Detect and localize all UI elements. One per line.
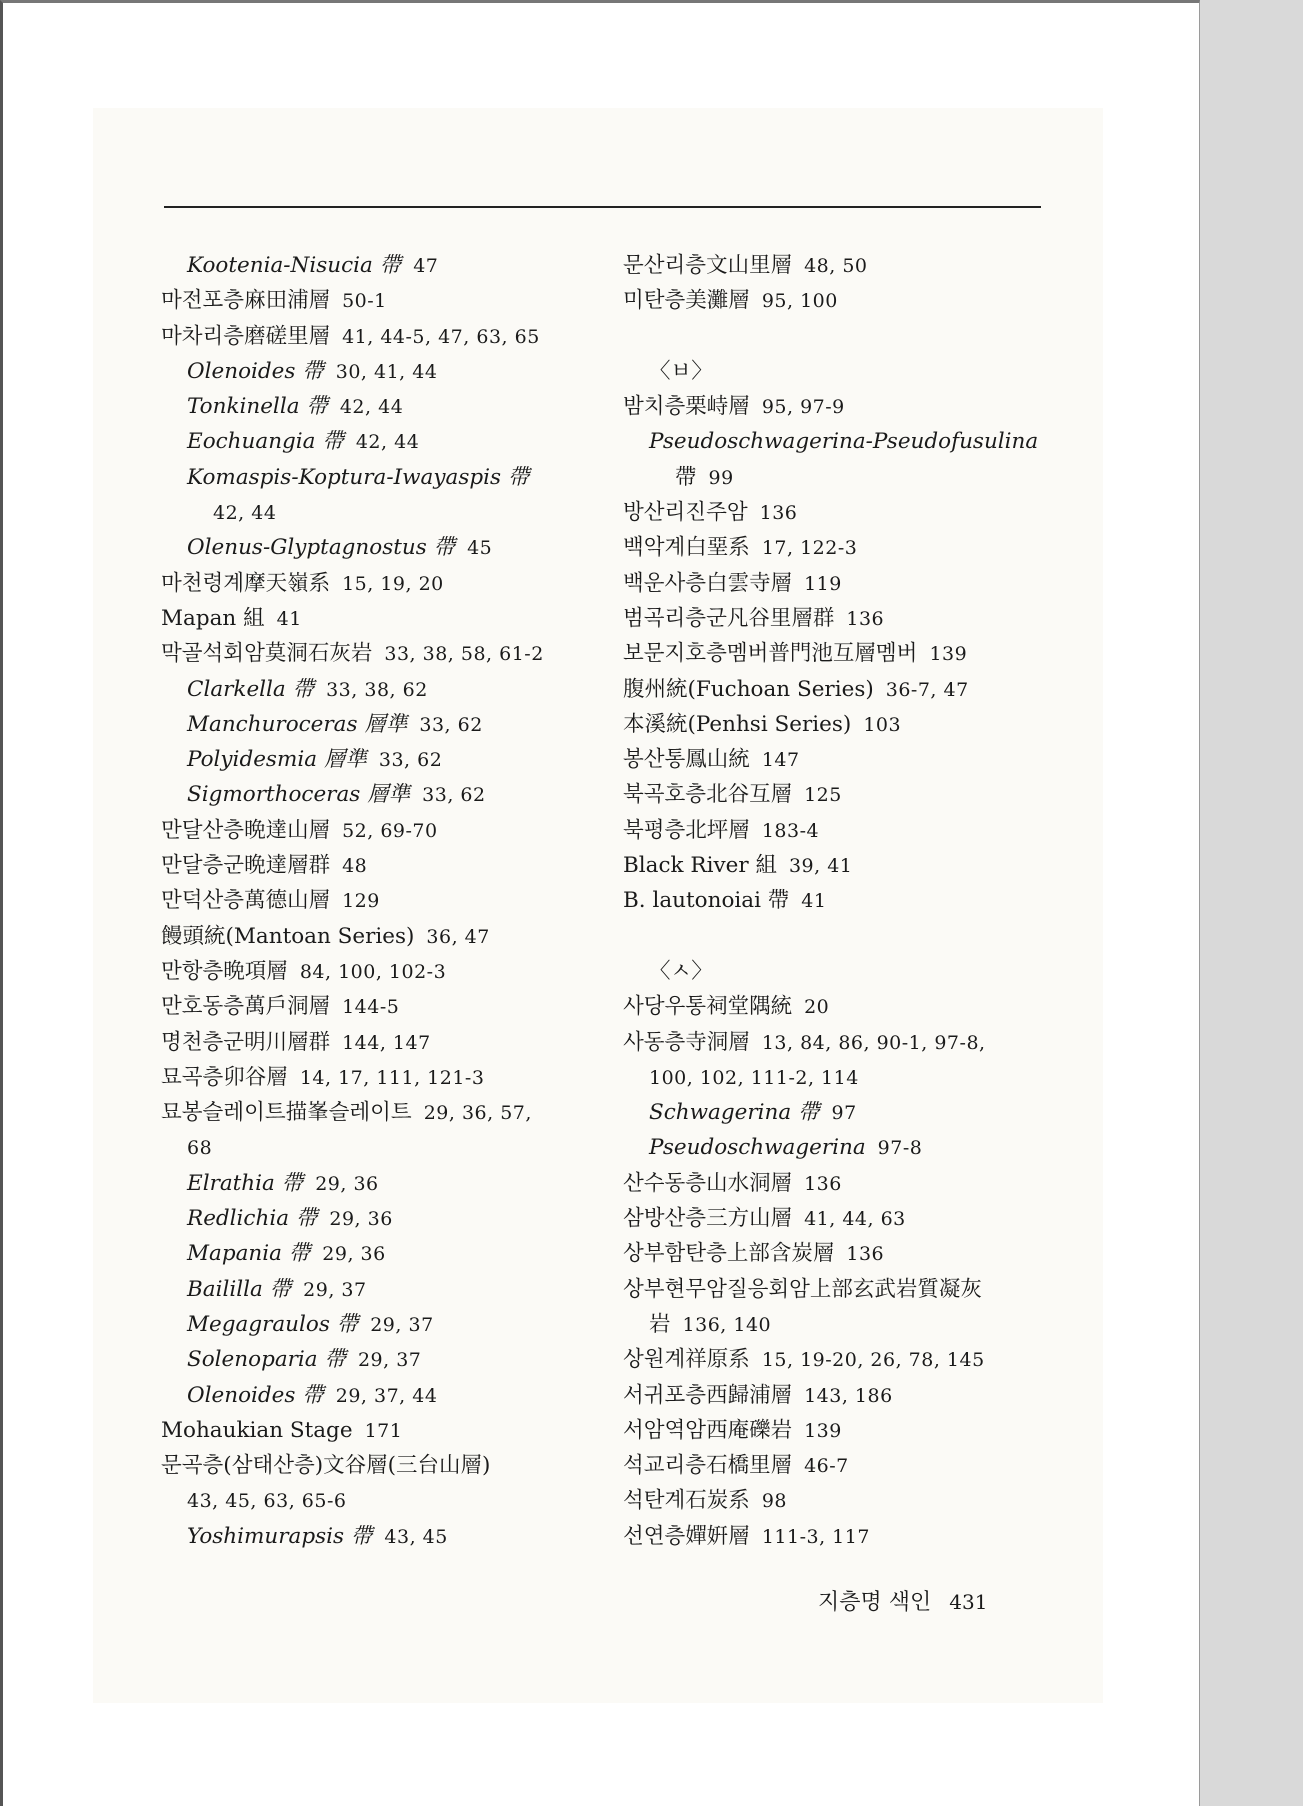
entry-pages: 29, 36 xyxy=(329,1208,393,1231)
index-entry xyxy=(623,1307,1053,1342)
entry-pages: 17, 122-3 xyxy=(761,537,858,560)
entry-term: 막골석회암莫洞石灰岩 xyxy=(161,641,373,667)
entry-pages: 171 xyxy=(364,1419,403,1442)
index-entry xyxy=(623,777,1053,812)
entry-term: Pseudoschwagerina xyxy=(649,1135,866,1161)
entry-term: 만항층晩項層 xyxy=(161,958,288,984)
entry-pages: 33, 62 xyxy=(419,713,483,736)
entry-term: Redlichia 帶 xyxy=(187,1206,318,1232)
entry-term: 本溪統(Penhsi Series) xyxy=(623,711,852,737)
entry-term: 岩 xyxy=(649,1311,671,1337)
entry-pages: 43, 45 xyxy=(384,1525,448,1548)
entry-pages: 136 xyxy=(759,502,798,525)
entry-term: Black River 組 xyxy=(623,853,777,879)
header-rule xyxy=(164,206,1041,208)
entry-pages: 97 xyxy=(831,1102,857,1125)
entry-term: Yoshimurapsis 帶 xyxy=(187,1523,373,1549)
index-entry xyxy=(623,283,1053,318)
entry-pages: 95, 100 xyxy=(761,290,838,313)
entry-term: Mapan 組 xyxy=(161,605,265,631)
entry-pages: 29, 36 xyxy=(322,1243,386,1266)
index-entry xyxy=(623,566,1053,601)
entry-term: 북곡호층北谷互層 xyxy=(623,782,793,808)
index-entry xyxy=(623,742,1053,777)
entry-term: 방산리진주암 xyxy=(623,500,748,526)
index-entry xyxy=(161,672,581,707)
entry-pages: 99 xyxy=(708,466,734,489)
section-gap xyxy=(623,919,1053,954)
entry-pages: 139 xyxy=(929,643,968,666)
index-entry xyxy=(161,354,581,389)
entry-pages: 13, 84, 86, 90-1, 97-8, xyxy=(761,1031,986,1054)
entry-pages: 98 xyxy=(761,1490,787,1513)
entry-term: Megagraulos 帶 xyxy=(187,1311,359,1337)
entry-term: 봉산통鳳山統 xyxy=(623,747,750,773)
index-entry xyxy=(161,460,581,495)
entry-term: 미탄층美灘層 xyxy=(623,288,750,314)
entry-term: 상원계祥原系 xyxy=(623,1347,750,1373)
index-entry xyxy=(623,1060,1053,1095)
entry-term: 산수동층山水洞層 xyxy=(623,1170,793,1196)
entry-term: Tonkinella 帶 xyxy=(187,394,328,420)
entry-pages: 29, 36, 57, xyxy=(423,1102,532,1125)
index-entry xyxy=(623,1378,1053,1413)
footer-label: 지층명 색인 xyxy=(818,1590,932,1615)
entry-pages: 183-4 xyxy=(761,819,820,842)
index-column-left xyxy=(161,248,581,1554)
index-entry xyxy=(161,1060,581,1095)
entry-term: 서귀포층西歸浦層 xyxy=(623,1382,793,1408)
entry-term: 명천층군明川層群 xyxy=(161,1029,331,1055)
entry-pages: 43, 45, 63, 65-6 xyxy=(187,1490,347,1513)
entry-term: 석교리층石橋里層 xyxy=(623,1453,793,1479)
index-entry xyxy=(161,813,581,848)
entry-term: 만호동층萬戶洞層 xyxy=(161,994,331,1020)
index-entry xyxy=(161,1236,581,1271)
entry-pages: 103 xyxy=(863,713,902,736)
entry-pages: 36, 47 xyxy=(426,925,490,948)
page-footer xyxy=(818,1585,987,1616)
index-entry xyxy=(623,707,1053,742)
entry-pages: 129 xyxy=(342,890,380,913)
entry-term: Sigmorthoceras 層準 xyxy=(187,782,411,808)
entry-pages: 52, 69-70 xyxy=(342,819,438,842)
index-entry xyxy=(161,530,581,565)
index-entry xyxy=(623,424,1053,459)
index-entry xyxy=(623,989,1053,1024)
entry-pages: 29, 37, 44 xyxy=(335,1384,438,1407)
entry-term: B. lautonoiai 帶 xyxy=(623,888,790,914)
entry-term: Manchuroceras 層準 xyxy=(187,711,408,737)
entry-term: 백악계白堊系 xyxy=(623,535,750,561)
index-entry xyxy=(161,742,581,777)
index-entry xyxy=(161,1448,581,1483)
index-entry xyxy=(161,1130,581,1165)
index-entry xyxy=(161,1025,581,1060)
entry-term: 문곡층(삼태산층)文谷層(三台山層) xyxy=(161,1453,491,1479)
entry-pages: 144-5 xyxy=(342,996,400,1019)
entry-pages: 48, 50 xyxy=(804,255,868,277)
entry-pages: 20 xyxy=(804,996,830,1019)
entry-pages: 139 xyxy=(804,1419,842,1442)
entry-pages: 41 xyxy=(801,890,827,913)
entry-pages: 136 xyxy=(846,607,885,630)
entry-term: Polyidesmia 層準 xyxy=(187,747,367,773)
entry-pages: 48 xyxy=(342,855,368,878)
section-heading: 〈ㅅ〉 xyxy=(649,958,713,984)
index-entry xyxy=(161,1378,581,1413)
index-entry xyxy=(161,848,581,883)
entry-pages: 125 xyxy=(804,784,842,807)
index-entry xyxy=(623,1272,1053,1307)
index-entry xyxy=(161,248,581,283)
entry-pages: 119 xyxy=(804,572,842,595)
entry-term: Olenoides 帶 xyxy=(187,358,324,384)
index-entry xyxy=(623,1201,1053,1236)
index-entry xyxy=(161,1413,581,1448)
index-entry xyxy=(161,495,581,530)
entry-pages: 68 xyxy=(187,1137,213,1160)
entry-term: 석탄계石炭系 xyxy=(623,1488,750,1514)
entry-term: 범곡리층군凡谷里層群 xyxy=(623,605,835,631)
index-column-right xyxy=(623,248,1053,1554)
entry-pages: 136 xyxy=(846,1243,885,1266)
index-entry xyxy=(161,707,581,742)
entry-term: Kootenia-Nisucia 帶 xyxy=(187,253,402,278)
entry-pages: 147 xyxy=(761,749,800,772)
entry-term: 선연층嬋姸層 xyxy=(623,1523,750,1549)
entry-term: 사당우통祠堂隅統 xyxy=(623,994,793,1020)
index-entry xyxy=(161,601,581,636)
page-number: 431 xyxy=(949,1590,988,1614)
entry-term: Solenoparia 帶 xyxy=(187,1347,346,1373)
index-entry xyxy=(623,672,1053,707)
entry-term: Clarkella 帶 xyxy=(187,676,315,702)
index-entry xyxy=(623,248,1053,283)
entry-pages: 33, 38, 62 xyxy=(326,678,428,701)
index-entry xyxy=(623,1095,1053,1130)
index-entry xyxy=(161,1519,581,1554)
entry-pages: 47 xyxy=(413,255,439,277)
entry-pages: 42, 44 xyxy=(213,502,277,525)
entry-pages: 29, 37 xyxy=(370,1313,434,1336)
index-entry xyxy=(623,1166,1053,1201)
entry-term: Komaspis-Koptura-Iwayaspis 帶 xyxy=(187,464,530,490)
index-entry xyxy=(161,954,581,989)
entry-term: 상부함탄층上部含炭層 xyxy=(623,1241,835,1267)
index-entry xyxy=(161,1272,581,1307)
index-entry xyxy=(161,424,581,459)
index-entry xyxy=(161,636,581,671)
entry-pages: 42, 44 xyxy=(339,396,404,419)
entry-term: 만달층군晩達層群 xyxy=(161,853,331,879)
index-entry xyxy=(161,1166,581,1201)
index-entry xyxy=(161,1201,581,1236)
entry-term: 만달산층晩達山層 xyxy=(161,817,331,843)
entry-term: 마전포층麻田浦層 xyxy=(161,288,331,314)
entry-pages: 136 xyxy=(804,1172,842,1195)
entry-term: 보문지호층멤버普門池互層멤버 xyxy=(623,641,918,667)
index-entry xyxy=(161,1307,581,1342)
index-entry xyxy=(623,601,1053,636)
entry-pages: 143, 186 xyxy=(804,1384,893,1407)
entry-term: Olenus-Glyptagnostus 帶 xyxy=(187,535,456,561)
entry-term: 묘봉슬레이트描峯슬레이트 xyxy=(161,1100,412,1126)
entry-pages: 45 xyxy=(467,537,493,560)
index-entry xyxy=(623,1483,1053,1518)
index-entry xyxy=(161,1095,581,1130)
section-gap xyxy=(623,319,1053,354)
entry-pages: 15, 19, 20 xyxy=(342,572,444,595)
entry-term: 상부현무암질응회암上部玄武岩質凝灰 xyxy=(623,1276,982,1302)
entry-term: 밤치층栗峙層 xyxy=(623,394,750,420)
entry-term: 饅頭統(Mantoan Series) xyxy=(161,923,415,949)
index-entry xyxy=(623,389,1053,424)
entry-pages: 100, 102, 111-2, 114 xyxy=(649,1066,859,1089)
index-entry xyxy=(623,495,1053,530)
entry-term: Pseudoschwagerina-Pseudofusulina xyxy=(649,429,1039,455)
index-entry xyxy=(161,1342,581,1377)
entry-term: Elrathia 帶 xyxy=(187,1170,304,1196)
index-entry xyxy=(161,566,581,601)
entry-pages: 41, 44-5, 47, 63, 65 xyxy=(342,325,540,348)
entry-term: 腹州統(Fuchoan Series) xyxy=(623,676,874,702)
entry-pages: 46-7 xyxy=(804,1455,849,1478)
index-entry xyxy=(623,530,1053,565)
entry-pages: 29, 37 xyxy=(357,1349,422,1372)
entry-pages: 111-3, 117 xyxy=(761,1525,870,1548)
entry-pages: 41 xyxy=(276,607,302,630)
entry-term: 마차리층磨磋里層 xyxy=(161,323,331,349)
index-entry xyxy=(623,636,1053,671)
entry-term: Mapania 帶 xyxy=(187,1241,311,1267)
entry-term: 삼방산층三方山層 xyxy=(623,1206,793,1232)
entry-pages: 33, 62 xyxy=(378,749,443,772)
entry-term: Eochuangia 帶 xyxy=(187,429,344,455)
index-entry xyxy=(623,1130,1053,1165)
index-entry xyxy=(623,460,1053,495)
entry-pages: 41, 44, 63 xyxy=(804,1208,906,1231)
index-entry xyxy=(623,848,1053,883)
index-entry xyxy=(161,389,581,424)
index-entry xyxy=(623,883,1053,918)
entry-term: Baililla 帶 xyxy=(187,1276,292,1302)
entry-term: 북평층北坪層 xyxy=(623,817,750,843)
index-entry xyxy=(161,777,581,812)
entry-pages: 97-8 xyxy=(877,1137,923,1160)
index-entry xyxy=(623,1519,1053,1554)
entry-term: Mohaukian Stage xyxy=(161,1417,353,1443)
entry-pages: 84, 100, 102-3 xyxy=(299,960,447,983)
entry-term: Schwagerina 帶 xyxy=(649,1100,820,1126)
index-entry xyxy=(623,1236,1053,1271)
index-entry xyxy=(161,283,581,318)
entry-pages: 36-7, 47 xyxy=(885,678,969,701)
index-entry xyxy=(623,1448,1053,1483)
entry-pages: 29, 36 xyxy=(315,1172,379,1195)
entry-term: 백운사층白雲寺層 xyxy=(623,570,793,596)
entry-pages: 30, 41, 44 xyxy=(335,360,438,383)
entry-pages: 14, 17, 111, 121-3 xyxy=(299,1066,485,1089)
entry-pages: 50-1 xyxy=(342,290,387,313)
entry-pages: 29, 37 xyxy=(303,1278,367,1301)
entry-term: 서암역암西庵礫岩 xyxy=(623,1417,793,1443)
entry-pages: 136, 140 xyxy=(682,1313,772,1336)
entry-term: 만덕산층萬德山層 xyxy=(161,888,331,914)
index-entry xyxy=(623,1342,1053,1377)
index-entry xyxy=(161,1483,581,1518)
entry-term: 마천령계摩天嶺系 xyxy=(161,570,331,596)
entry-pages: 144, 147 xyxy=(342,1031,431,1054)
entry-pages: 33, 62 xyxy=(422,784,486,807)
entry-term: 帶 xyxy=(675,464,697,490)
index-entry xyxy=(623,1413,1053,1448)
index-entry xyxy=(161,989,581,1024)
entry-pages: 95, 97-9 xyxy=(761,396,845,419)
entry-pages: 42, 44 xyxy=(355,431,420,454)
entry-term: 사동층寺洞層 xyxy=(623,1029,750,1055)
index-entry xyxy=(161,319,581,354)
entry-term: 묘곡층卯谷層 xyxy=(161,1064,288,1090)
index-entry xyxy=(623,813,1053,848)
entry-pages: 15, 19-20, 26, 78, 145 xyxy=(761,1349,985,1372)
section-heading: 〈ㅂ〉 xyxy=(649,358,713,384)
entry-term: 문산리층文山里層 xyxy=(623,253,793,278)
index-entry xyxy=(623,1025,1053,1060)
entry-pages: 39, 41 xyxy=(788,855,853,878)
entry-term: Olenoides 帶 xyxy=(187,1382,324,1408)
entry-pages: 33, 38, 58, 61-2 xyxy=(384,643,544,666)
index-entry xyxy=(161,919,581,954)
index-entry xyxy=(161,883,581,918)
